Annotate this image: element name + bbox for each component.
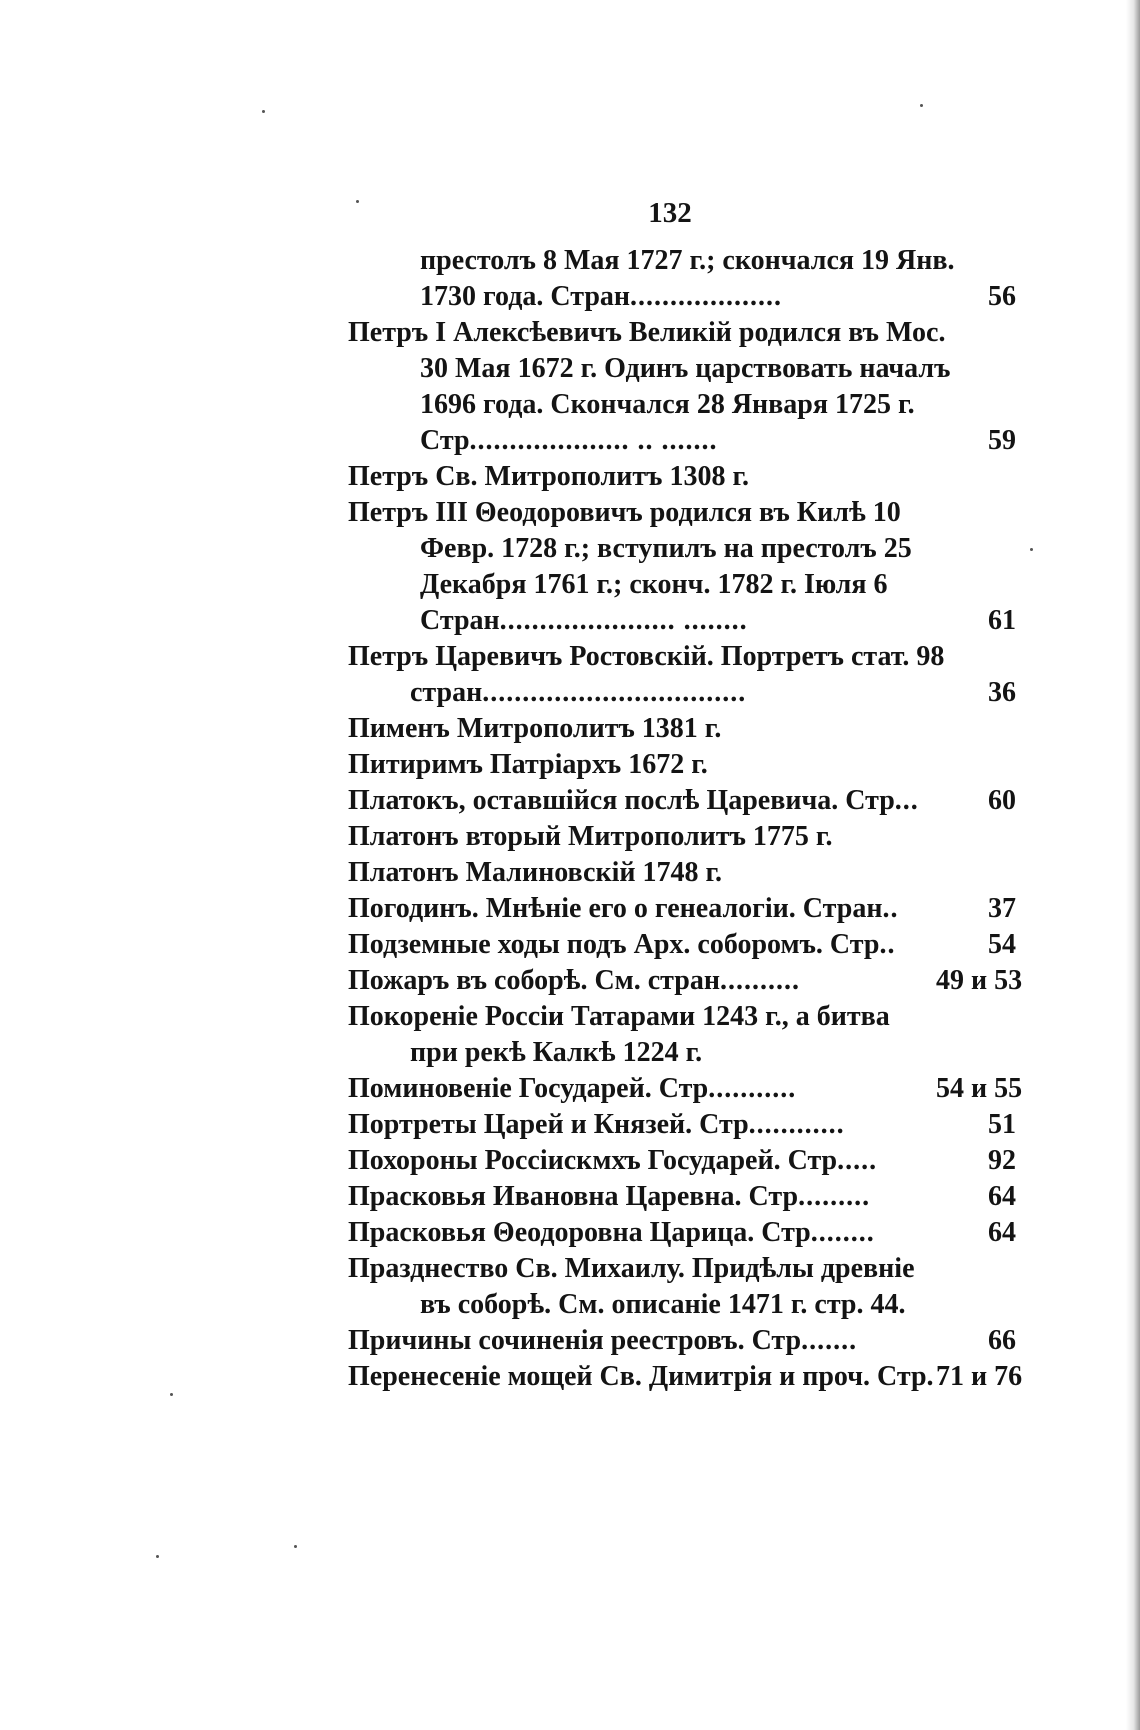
entry-text: Портреты Царей и Князей. Стр bbox=[348, 1109, 749, 1140]
index-entry bbox=[348, 963, 1023, 999]
dot-leader: ..... bbox=[837, 1145, 878, 1176]
index-entry bbox=[348, 927, 1016, 963]
index-entry bbox=[348, 459, 1016, 495]
page-reference: 49 и 53 bbox=[936, 965, 1023, 996]
entry-text: Платонъ Малиновскій 1748 г. bbox=[348, 857, 723, 888]
index-entry bbox=[348, 495, 1016, 639]
index-entry-line bbox=[348, 855, 1016, 891]
entry-text: въ соборѣ. См. описаніе 1471 г. стр. 44. bbox=[420, 1289, 906, 1320]
scan-speck bbox=[294, 1545, 297, 1548]
index-entry bbox=[348, 1179, 1016, 1215]
entry-text: Стран bbox=[420, 605, 500, 636]
index-entry-line bbox=[348, 963, 1023, 999]
dot-leader: ................................. bbox=[482, 677, 747, 708]
dot-leader: ........... bbox=[708, 1073, 797, 1104]
entry-text: Петръ Царевичъ Ростовскій. Портретъ стат. 98 bbox=[348, 641, 945, 672]
index-entry-line bbox=[348, 459, 1016, 495]
dot-leader: ........ bbox=[810, 1217, 875, 1248]
dot-leader: .. bbox=[882, 893, 899, 924]
index-entry-line bbox=[348, 1251, 1016, 1287]
index-entry bbox=[348, 1215, 1016, 1251]
entry-text: Петръ Св. Митрополитъ 1308 г. bbox=[348, 461, 750, 492]
entry-text: Прасковья Ивановна Царевна. Стр bbox=[348, 1181, 799, 1212]
page-reference: 71 и 76 bbox=[936, 1361, 1023, 1392]
page-reference: 51 bbox=[988, 1109, 1016, 1140]
scan-speck bbox=[262, 110, 265, 113]
entry-text: Празднество Св. Михаилу. Придѣлы древніе bbox=[348, 1253, 915, 1284]
entry-text: 30 Мая 1672 г. Одинъ царствовать началъ bbox=[420, 353, 951, 384]
index-entry bbox=[348, 1143, 1016, 1179]
page-reference: 56 bbox=[988, 281, 1016, 312]
page-reference: 64 bbox=[988, 1181, 1016, 1212]
entry-text: Подземные ходы подъ Арх. соборомъ. Стр bbox=[348, 929, 880, 960]
dot-leader: ... bbox=[894, 785, 919, 816]
index-entry-line bbox=[348, 567, 1016, 603]
page-reference: 66 bbox=[988, 1325, 1016, 1356]
scan-speck bbox=[156, 1555, 159, 1558]
entry-text: Декабря 1761 г.; сконч. 1782 г. Іюля 6 bbox=[420, 569, 888, 600]
index-entry bbox=[348, 1107, 1016, 1143]
page-reference: 60 bbox=[988, 785, 1016, 816]
index-entry-line bbox=[348, 1035, 1016, 1071]
index-entry-line bbox=[348, 783, 1016, 819]
index-entry-line bbox=[348, 747, 1016, 783]
entry-text: Февр. 1728 г.; вступилъ на престолъ 25 bbox=[420, 533, 912, 564]
entry-text: Поминовеніе Государей. Стр bbox=[348, 1073, 709, 1104]
index-entry-line bbox=[348, 1143, 1016, 1179]
index-entry bbox=[348, 891, 1016, 927]
index-entry-line bbox=[348, 891, 1016, 927]
index-entry bbox=[348, 1071, 1023, 1107]
index-entry-line bbox=[348, 1071, 1023, 1107]
page-reference: 54 bbox=[988, 929, 1016, 960]
entry-text: Платонъ вторый Митрополитъ 1775 г. bbox=[348, 821, 833, 852]
index-entry bbox=[348, 315, 1016, 459]
scan-speck bbox=[1030, 548, 1033, 551]
entry-text: Погодинъ. Мнѣніе его о генеалогіи. Стран bbox=[348, 893, 883, 924]
index-entry-line bbox=[348, 279, 1016, 315]
index-entry-line bbox=[348, 243, 1016, 279]
index-list bbox=[348, 243, 1023, 1395]
index-entry-line bbox=[348, 1287, 1016, 1323]
index-entry-line bbox=[348, 927, 1016, 963]
index-entry-line bbox=[348, 495, 1016, 531]
entry-text: Похороны Россіискмхъ Государей. Стр bbox=[348, 1145, 838, 1176]
scan-speck bbox=[356, 200, 359, 203]
index-entry-line bbox=[348, 1215, 1016, 1251]
entry-text: Причины сочиненія реестровъ. Стр bbox=[348, 1325, 802, 1356]
page-reference: 36 bbox=[988, 677, 1016, 708]
entry-text: 1696 года. Скончался 28 Января 1725 г. bbox=[420, 389, 915, 420]
page-reference: 59 bbox=[988, 425, 1016, 456]
index-entry-line bbox=[348, 603, 1016, 639]
index-entry bbox=[348, 1359, 1023, 1395]
entry-text: Стр bbox=[420, 425, 470, 456]
index-entry-line bbox=[348, 675, 1016, 711]
dot-leader: ............ bbox=[748, 1109, 845, 1140]
dot-leader: ...................... ........ bbox=[499, 605, 748, 636]
index-entry-line bbox=[348, 999, 1016, 1035]
scan-speck bbox=[170, 1393, 173, 1396]
index-entry-line bbox=[348, 819, 1016, 855]
index-entry bbox=[348, 747, 1016, 783]
entry-text: Петръ III Θеодоровичъ родился въ Килѣ 10 bbox=[348, 497, 901, 528]
index-entry-line bbox=[348, 1359, 1023, 1395]
page-edge-shadow bbox=[1126, 0, 1140, 1730]
page-reference: 92 bbox=[988, 1145, 1016, 1176]
index-entry bbox=[348, 1323, 1016, 1359]
page-reference: 61 bbox=[988, 605, 1016, 636]
index-entry-line bbox=[348, 1179, 1016, 1215]
dot-leader: .................... .. ....... bbox=[469, 425, 718, 456]
entry-text: Питиримъ Патріархъ 1672 г. bbox=[348, 749, 708, 780]
index-entry bbox=[348, 855, 1016, 891]
dot-leader: .......... bbox=[719, 965, 800, 996]
scan-speck bbox=[920, 104, 923, 107]
index-entry-line bbox=[348, 531, 1016, 567]
index-entry bbox=[348, 999, 1016, 1071]
entry-text: 1730 года. Стран bbox=[420, 281, 631, 312]
dot-leader: ......... bbox=[798, 1181, 871, 1212]
index-entry-line bbox=[348, 387, 1016, 423]
entry-text: Пименъ Митрополитъ 1381 г. bbox=[348, 713, 722, 744]
entry-text: Пожаръ въ соборѣ. См. стран bbox=[348, 965, 720, 996]
entry-text: престолъ 8 Мая 1727 г.; скончался 19 Янв. bbox=[420, 245, 955, 276]
index-entry bbox=[348, 711, 1016, 747]
page-reference: 64 bbox=[988, 1217, 1016, 1248]
page-reference: 54 и 55 bbox=[936, 1073, 1023, 1104]
index-entry-line bbox=[348, 639, 1016, 675]
page-reference: 37 bbox=[988, 893, 1016, 924]
index-entry bbox=[348, 1251, 1016, 1323]
entry-text: при рекѣ Калкѣ 1224 г. bbox=[410, 1037, 703, 1068]
entry-text: Покореніе Россіи Татарами 1243 г., а битва bbox=[348, 1001, 890, 1032]
index-entry-line bbox=[348, 1323, 1016, 1359]
index-entry-line bbox=[348, 315, 1016, 351]
index-entry-line bbox=[348, 351, 1016, 387]
index-entry-line bbox=[348, 423, 1016, 459]
dot-leader: ....... bbox=[801, 1325, 858, 1356]
index-entry bbox=[348, 819, 1016, 855]
entry-text: Петръ I Алексѣевичъ Великій родился въ Мос. bbox=[348, 317, 946, 348]
entry-text: Перенесеніе мощей Св. Димитрія и проч. Стр. bbox=[348, 1361, 934, 1392]
dot-leader: ................... bbox=[630, 281, 783, 312]
index-entry-line bbox=[348, 711, 1016, 747]
index-entry bbox=[348, 783, 1016, 819]
index-entry bbox=[348, 243, 1016, 315]
index-entry-line bbox=[348, 1107, 1016, 1143]
page-number: 132 bbox=[648, 197, 692, 229]
index-entry bbox=[348, 639, 1016, 711]
entry-text: стран bbox=[410, 677, 483, 708]
entry-text: Платокъ, оставшійся послѣ Царевича. Стр bbox=[348, 785, 895, 816]
entry-text: Прасковья Θеодоровна Царица. Стр bbox=[348, 1217, 811, 1248]
dot-leader: .. bbox=[879, 929, 896, 960]
